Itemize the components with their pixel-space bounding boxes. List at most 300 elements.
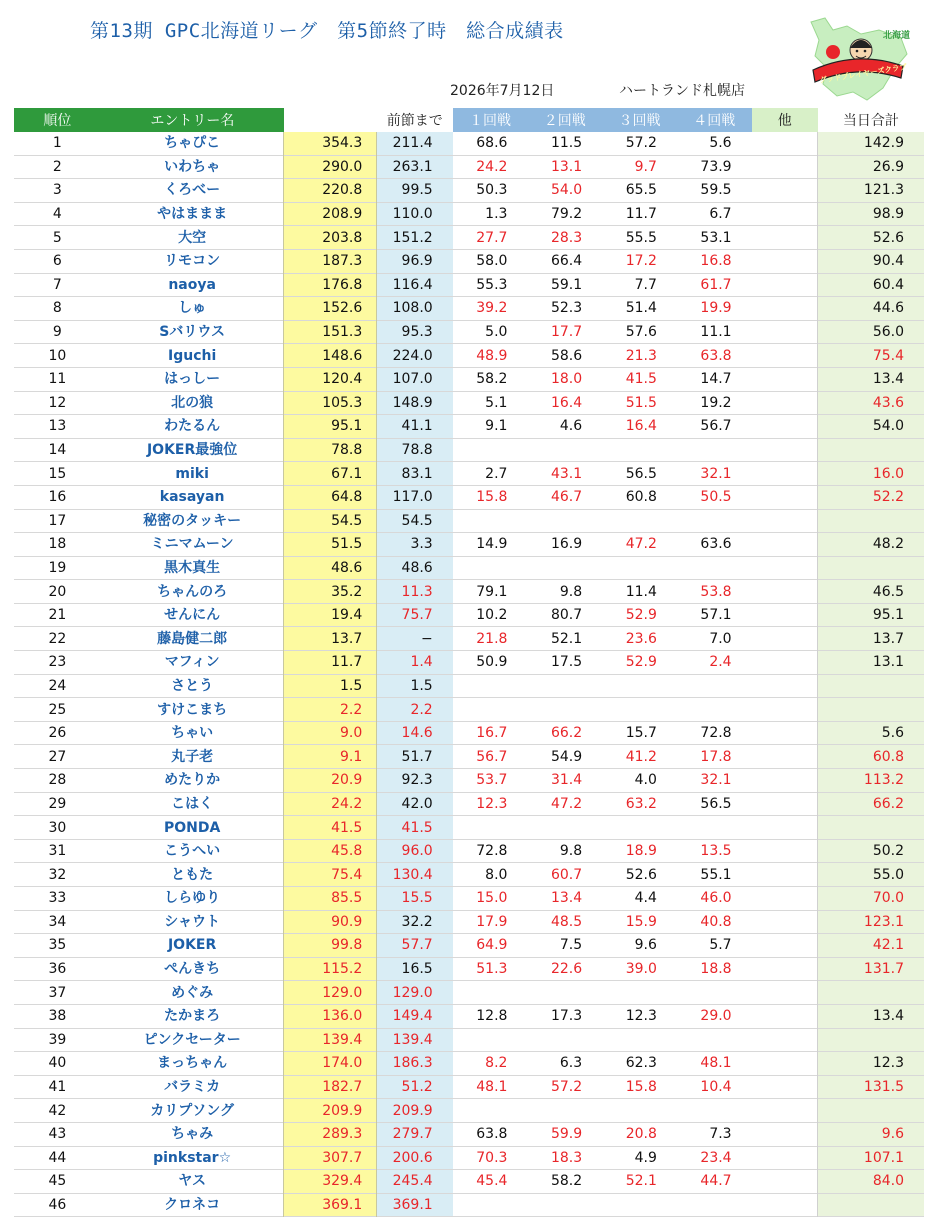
cell-name: ミニマムーン [150, 536, 234, 553]
cell-round-1: 48.9 [476, 347, 508, 364]
col-day-total: 当日合計 [842, 113, 899, 129]
cell-name: めたりか [164, 772, 221, 789]
cell-day-total: 142.9 [818, 132, 924, 155]
cell-name: ちゃんのろ [157, 583, 228, 600]
cell-round-3: 11.7 [625, 206, 657, 223]
cell-other [752, 674, 818, 698]
cell-prev: 1.5 [377, 674, 453, 698]
cell-round-4: 6.7 [709, 206, 732, 223]
cell-round-2: 13.1 [550, 158, 583, 175]
cell-day-total [818, 1193, 924, 1217]
table-row [14, 1099, 924, 1123]
table-row [14, 651, 924, 675]
cell-total: 354.3 [284, 132, 377, 155]
cell-round-1 [453, 556, 528, 580]
cell-round-1 [453, 1099, 528, 1123]
cell-round-4: 5.6 [709, 135, 732, 152]
cell-round-1: 79.1 [476, 583, 508, 600]
cell-name: ちゃみ [171, 1126, 214, 1143]
logo-region: 北海道 [883, 31, 911, 41]
cell-other [752, 533, 818, 557]
cell-round-2: 16.4 [550, 394, 583, 411]
cell-total: 95.1 [284, 415, 377, 439]
table-row [14, 438, 924, 462]
cell-day-total: 70.0 [818, 887, 924, 911]
cell-rank: 12 [48, 394, 67, 411]
cell-round-3: 55.5 [625, 229, 657, 246]
cell-round-1: 27.7 [476, 229, 508, 246]
cell-round-3: 9.7 [634, 158, 657, 175]
cell-total: 329.4 [284, 1170, 377, 1194]
cell-round-3: 52.9 [625, 607, 657, 624]
table-row [14, 910, 924, 934]
cell-round-3: 60.8 [625, 489, 657, 506]
cell-round-1 [453, 1028, 528, 1052]
cell-total: 220.8 [284, 179, 377, 203]
cell-total: 24.2 [284, 792, 377, 816]
col-round-3: ３回戦 [602, 108, 677, 132]
cell-other [752, 1122, 818, 1146]
cell-prev: 54.5 [377, 509, 453, 533]
cell-total: 115.2 [284, 957, 377, 981]
cell-total: 9.1 [284, 745, 377, 769]
table-row [14, 1193, 924, 1217]
table-header-row [14, 108, 924, 132]
cell-day-total: 121.3 [818, 179, 924, 203]
cell-day-total: 95.1 [818, 603, 924, 627]
cell-round-4: 53.8 [700, 583, 732, 600]
cell-round-2: 80.7 [550, 607, 583, 624]
cell-round-1 [453, 816, 528, 840]
cell-total: 67.1 [284, 462, 377, 486]
cell-name: naoya [168, 276, 216, 293]
cell-total: 20.9 [284, 769, 377, 793]
cell-round-1: 10.2 [476, 607, 508, 624]
cell-round-2: 58.2 [550, 1173, 583, 1190]
cell-name: たかまろ [164, 1008, 221, 1025]
cell-day-total: 12.3 [818, 1052, 924, 1076]
cell-total: 105.3 [284, 391, 377, 415]
cell-name: ピンクセーター [143, 1031, 241, 1048]
store-name: ハートランド札幌店 [619, 83, 745, 99]
cell-round-3: 4.0 [634, 772, 657, 789]
cell-round-4 [677, 674, 752, 698]
cell-total: 51.5 [284, 533, 377, 557]
table-row [14, 462, 924, 486]
cell-round-4: 55.1 [700, 866, 732, 883]
cell-total: 208.9 [284, 202, 377, 226]
cell-prev: 92.3 [377, 769, 453, 793]
cell-other [752, 509, 818, 533]
cell-prev: 48.6 [377, 556, 453, 580]
cell-name: リモコン [164, 253, 221, 270]
cell-rank: 21 [48, 607, 67, 624]
cell-other [752, 1170, 818, 1194]
cell-prev: 51.7 [377, 745, 453, 769]
cell-round-2: 54.0 [550, 182, 583, 199]
cell-round-2: 31.4 [550, 772, 583, 789]
cell-prev: 11.3 [377, 580, 453, 604]
cell-name: まっちゃん [157, 1055, 228, 1072]
table-row [14, 887, 924, 911]
cell-day-total: 84.0 [818, 1170, 924, 1194]
table-row [14, 485, 924, 509]
cell-other [752, 1052, 818, 1076]
cell-round-1: 64.9 [476, 937, 508, 954]
cell-round-1: 56.7 [476, 748, 508, 765]
col-round-2: ２回戦 [527, 108, 602, 132]
table-row [14, 509, 924, 533]
cell-other [752, 745, 818, 769]
table-row [14, 226, 924, 250]
cell-round-1: 55.3 [476, 276, 508, 293]
cell-round-2: 66.4 [550, 253, 583, 270]
cell-round-1 [453, 981, 528, 1005]
cell-day-total: 60.4 [818, 273, 924, 297]
cell-rank: 22 [48, 630, 67, 647]
cell-round-2: 22.6 [550, 961, 583, 978]
cell-name: 大空 [178, 229, 207, 246]
cell-round-1: 68.6 [476, 135, 508, 152]
cell-day-total: 26.9 [818, 155, 924, 179]
cell-rank: 27 [48, 748, 67, 765]
cell-round-3: 16.4 [625, 418, 657, 435]
cell-other [752, 1193, 818, 1217]
cell-rank: 11 [48, 371, 67, 388]
cell-day-total: 98.9 [818, 202, 924, 226]
cell-round-2 [527, 1099, 602, 1123]
cell-total: 54.5 [284, 509, 377, 533]
cell-prev: 245.4 [377, 1170, 453, 1194]
cell-rank: 10 [48, 347, 67, 364]
cell-round-4: 10.4 [700, 1079, 732, 1096]
cell-total: 129.0 [284, 981, 377, 1005]
cell-round-1 [453, 674, 528, 698]
cell-name: kasayan [159, 489, 225, 506]
cell-total: 369.1 [284, 1193, 377, 1217]
table-row [14, 816, 924, 840]
cell-day-total: 13.1 [818, 651, 924, 675]
cell-day-total: 66.2 [818, 792, 924, 816]
table-row [14, 273, 924, 297]
cell-round-3: 15.7 [625, 725, 657, 742]
cell-day-total: 13.7 [818, 627, 924, 651]
cell-other [752, 415, 818, 439]
cell-day-total: 90.4 [818, 249, 924, 273]
cell-rank: 2 [52, 158, 62, 175]
cell-name: こはく [171, 795, 214, 812]
cell-round-4: 57.1 [700, 607, 732, 624]
cell-round-2: 17.3 [550, 1008, 583, 1025]
cell-prev: 95.3 [377, 320, 453, 344]
cell-rank: 8 [52, 300, 62, 317]
cell-day-total: 52.6 [818, 226, 924, 250]
cell-round-4: 13.5 [700, 843, 732, 860]
cell-prev: 149.4 [377, 1004, 453, 1028]
cell-name: めぐみ [171, 984, 214, 1001]
cell-round-2: 7.5 [559, 937, 583, 954]
table-row [14, 415, 924, 439]
cell-rank: 35 [48, 937, 67, 954]
cell-name: シャウト [164, 913, 220, 930]
table-row [14, 863, 924, 887]
cell-round-4 [677, 981, 752, 1005]
cell-name: わたるん [164, 418, 221, 435]
table-row [14, 533, 924, 557]
cell-total: 85.5 [284, 887, 377, 911]
cell-other [752, 698, 818, 722]
table-row [14, 391, 924, 415]
col-rank: 順位 [14, 108, 101, 132]
cell-prev: 3.3 [377, 533, 453, 557]
cell-round-1: 70.3 [476, 1149, 508, 1166]
cell-rank: 6 [52, 253, 62, 270]
cell-total: 187.3 [284, 249, 377, 273]
cell-name: しゅ [178, 300, 207, 317]
cell-day-total: 42.1 [818, 934, 924, 958]
cell-prev: 107.0 [377, 367, 453, 391]
cell-round-3: 15.8 [625, 1079, 657, 1096]
table-row [14, 627, 924, 651]
cell-prev: 148.9 [377, 391, 453, 415]
cell-day-total: 9.6 [818, 1122, 924, 1146]
cell-other [752, 1099, 818, 1123]
cell-rank: 3 [52, 182, 62, 199]
cell-round-2: 17.7 [550, 324, 583, 341]
cell-rank: 42 [48, 1102, 67, 1119]
cell-total: 90.9 [284, 910, 377, 934]
cell-rank: 18 [48, 536, 67, 553]
cell-round-1: 45.4 [476, 1173, 508, 1190]
cell-day-total: 50.2 [818, 839, 924, 863]
cell-prev: 108.0 [377, 297, 453, 321]
cell-name: pinkstar☆ [153, 1149, 232, 1166]
cell-day-total: 55.0 [818, 863, 924, 887]
cell-round-1: 72.8 [476, 843, 508, 860]
table-row [14, 1170, 924, 1194]
cell-other [752, 721, 818, 745]
cell-round-1: 50.9 [476, 654, 508, 671]
cell-round-2: 18.0 [550, 371, 583, 388]
cell-other [752, 249, 818, 273]
cell-round-2: 9.8 [559, 583, 583, 600]
cell-prev: 16.5 [377, 957, 453, 981]
cell-round-1: 53.7 [476, 772, 508, 789]
cell-rank: 45 [48, 1173, 67, 1190]
cell-prev: 211.4 [377, 132, 453, 155]
cell-round-2 [527, 981, 602, 1005]
cell-round-1: 51.3 [476, 961, 508, 978]
cell-rank: 30 [48, 819, 67, 836]
cell-rank: 14 [48, 442, 67, 459]
cell-day-total: 56.0 [818, 320, 924, 344]
cell-total: 48.6 [284, 556, 377, 580]
table-row [14, 297, 924, 321]
cell-prev: 1.4 [377, 651, 453, 675]
cell-round-2: 58.6 [550, 347, 583, 364]
cell-prev: 15.5 [377, 887, 453, 911]
cell-round-2: 18.3 [550, 1149, 583, 1166]
cell-name: 北の狼 [171, 394, 214, 411]
cell-name: Iguchi [168, 347, 217, 364]
cell-round-2: 54.9 [550, 748, 583, 765]
table-row [14, 155, 924, 179]
cell-round-1: 15.0 [476, 890, 508, 907]
cell-round-2 [527, 509, 602, 533]
cell-round-2 [527, 1193, 602, 1217]
cell-prev: 51.2 [377, 1075, 453, 1099]
cell-round-4 [677, 816, 752, 840]
cell-other [752, 934, 818, 958]
cell-other [752, 1146, 818, 1170]
cell-round-4 [677, 509, 752, 533]
cell-round-3: 41.5 [625, 371, 657, 388]
cell-name: 藤島健二郎 [157, 630, 228, 647]
league-logo [803, 16, 911, 104]
cell-round-2: 16.9 [550, 536, 583, 553]
table-row [14, 721, 924, 745]
cell-round-2: 47.2 [550, 795, 583, 812]
table-row [14, 1004, 924, 1028]
cell-total: 151.3 [284, 320, 377, 344]
col-other: 他 [752, 108, 818, 132]
cell-total: 136.0 [284, 1004, 377, 1028]
cell-day-total [818, 816, 924, 840]
cell-other [752, 957, 818, 981]
cell-name: こうへい [164, 843, 221, 860]
cell-other [752, 367, 818, 391]
col-total: 総合成績 [302, 113, 359, 129]
cell-total: 174.0 [284, 1052, 377, 1076]
cell-round-3: 56.5 [625, 465, 657, 482]
table-row [14, 792, 924, 816]
cell-total: 1.5 [284, 674, 377, 698]
cell-round-2: 13.4 [550, 890, 583, 907]
cell-round-3 [602, 1099, 677, 1123]
cell-round-4: 56.5 [700, 795, 732, 812]
cell-round-2: 4.6 [559, 418, 583, 435]
cell-rank: 43 [48, 1126, 67, 1143]
cell-rank: 38 [48, 1008, 67, 1025]
cell-day-total: 16.0 [818, 462, 924, 486]
cell-other [752, 1075, 818, 1099]
cell-round-2 [527, 816, 602, 840]
cell-round-1: 2.7 [485, 465, 508, 482]
cell-round-3: 63.2 [625, 795, 657, 812]
cell-round-3: 21.3 [625, 347, 657, 364]
cell-rank: 37 [48, 984, 67, 1001]
cell-name: はっしー [164, 371, 221, 388]
cell-round-4: 19.9 [700, 300, 732, 317]
table-row [14, 934, 924, 958]
cell-day-total [818, 981, 924, 1005]
table-row [14, 556, 924, 580]
cell-prev: 139.4 [377, 1028, 453, 1052]
cell-round-3: 52.6 [625, 866, 657, 883]
cell-round-1: 12.8 [476, 1008, 508, 1025]
table-row [14, 1122, 924, 1146]
cell-day-total: 113.2 [818, 769, 924, 793]
cell-prev: 279.7 [377, 1122, 453, 1146]
cell-day-total [818, 1028, 924, 1052]
cell-other [752, 462, 818, 486]
table-row [14, 179, 924, 203]
cell-other [752, 179, 818, 203]
cell-total: 78.8 [284, 438, 377, 462]
cell-round-3 [602, 816, 677, 840]
cell-total: 75.4 [284, 863, 377, 887]
cell-round-4: 23.4 [700, 1149, 732, 1166]
cell-other [752, 863, 818, 887]
cell-other [752, 816, 818, 840]
cell-round-1: 58.2 [476, 371, 508, 388]
cell-day-total: 60.8 [818, 745, 924, 769]
cell-round-3 [602, 1193, 677, 1217]
cell-round-2 [527, 1028, 602, 1052]
col-prev: 前節まで [386, 113, 443, 129]
cell-round-4: 50.5 [700, 489, 732, 506]
cell-round-2: 9.8 [559, 843, 583, 860]
cell-round-4: 32.1 [700, 772, 732, 789]
table-row [14, 745, 924, 769]
cell-rank: 26 [48, 725, 67, 742]
cell-round-3: 4.9 [634, 1149, 657, 1166]
cell-total: 2.2 [284, 698, 377, 722]
cell-total: 203.8 [284, 226, 377, 250]
cell-name: 秘密のタッキー [143, 512, 242, 529]
cell-name: miki [175, 465, 209, 482]
cell-round-2: 6.3 [559, 1055, 583, 1072]
cell-round-2: 59.1 [550, 276, 583, 293]
cell-round-1: 8.2 [485, 1055, 508, 1072]
cell-prev: 96.0 [377, 839, 453, 863]
cell-round-4: 17.8 [700, 748, 732, 765]
table-row [14, 249, 924, 273]
cell-other [752, 132, 818, 155]
cell-round-3 [602, 556, 677, 580]
cell-day-total: 107.1 [818, 1146, 924, 1170]
cell-rank: 1 [52, 135, 62, 152]
cell-other [752, 391, 818, 415]
cell-round-2: 57.2 [550, 1079, 583, 1096]
cell-round-4 [677, 556, 752, 580]
cell-total: 182.7 [284, 1075, 377, 1099]
cell-round-1: 9.1 [485, 418, 508, 435]
cell-prev: 41.5 [377, 816, 453, 840]
cell-round-4: 5.7 [709, 937, 732, 954]
cell-round-3: 4.4 [634, 890, 657, 907]
cell-rank: 34 [48, 913, 67, 930]
cell-rank: 44 [48, 1149, 67, 1166]
cell-day-total [818, 698, 924, 722]
standings-body [14, 132, 924, 1217]
cell-round-3: 9.6 [634, 937, 657, 954]
cell-round-3: 20.8 [625, 1126, 657, 1143]
cell-round-1 [453, 438, 528, 462]
cell-round-4: 19.2 [700, 394, 732, 411]
cell-total: 148.6 [284, 344, 377, 368]
cell-prev: 129.0 [377, 981, 453, 1005]
cell-prev: 117.0 [377, 485, 453, 509]
cell-prev: 14.6 [377, 721, 453, 745]
cell-prev: 130.4 [377, 863, 453, 887]
cell-other [752, 839, 818, 863]
cell-prev: 83.1 [377, 462, 453, 486]
cell-prev: 57.7 [377, 934, 453, 958]
cell-total: 45.8 [284, 839, 377, 863]
cell-round-1: 21.8 [476, 630, 508, 647]
cell-round-4: 63.8 [700, 347, 732, 364]
